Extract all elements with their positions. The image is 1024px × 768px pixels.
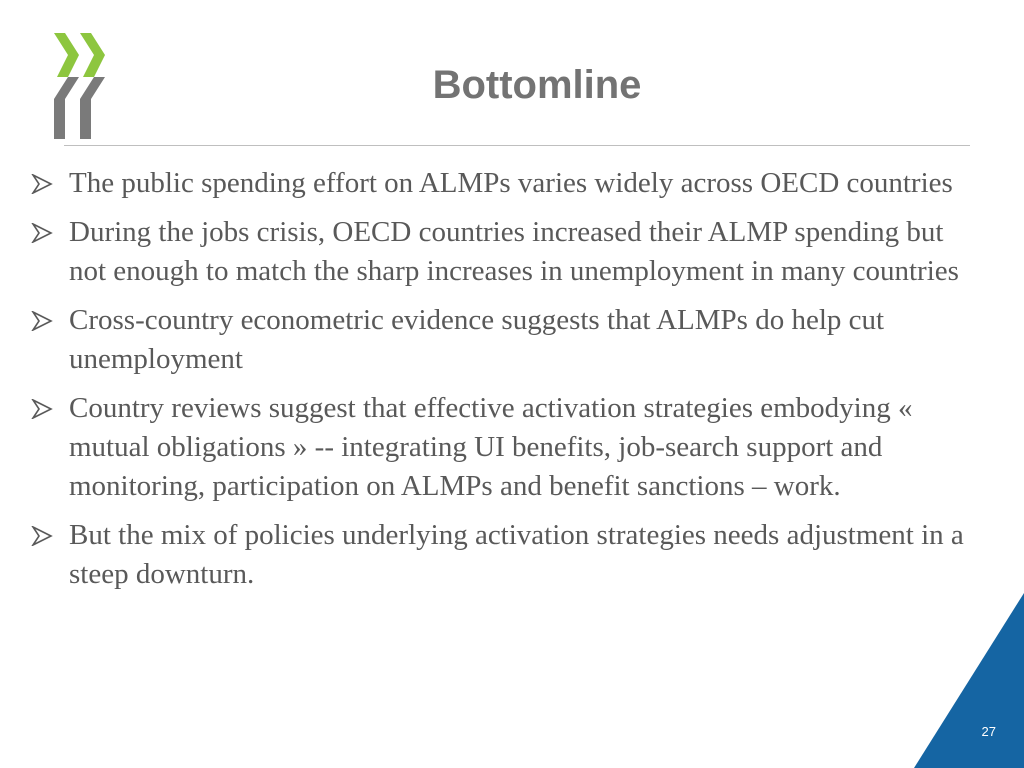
- slide-title: Bottomline: [432, 63, 642, 107]
- arrow-bullet-icon: [31, 526, 53, 546]
- arrow-bullet-icon: [31, 399, 53, 419]
- bullet-text: The public spending effort on ALMPs varies widely across OECD countries: [69, 167, 953, 199]
- logo-chevron-grey-right: [80, 77, 105, 139]
- bullet-text: Cross-country econometric evidence suggests that ALMPs do help cut unemployment: [69, 304, 885, 375]
- oecd-logo: [54, 33, 110, 139]
- bullet-item: [28, 213, 968, 291]
- arrow-bullet-icon: [31, 311, 53, 331]
- logo-chevron-green-right: [80, 33, 105, 77]
- logo-chevron-grey-left: [54, 77, 79, 139]
- bullet-item: [28, 516, 968, 594]
- title-divider: [64, 145, 970, 146]
- bullet-text: Country reviews suggest that effective activation strategies embodying « mutual obligations » -- integrating UI benefits, job-search support and monitoring, participation on ALMPs and benefit sanctions – work.: [69, 392, 913, 502]
- bullet-text: But the mix of policies underlying activation strategies needs adjustment in a steep downturn.: [69, 519, 964, 590]
- arrow-bullet-icon: [31, 174, 53, 194]
- logo-chevron-green-left: [54, 33, 79, 77]
- corner-triangle-decoration: [914, 593, 1024, 768]
- bullet-item: [28, 164, 968, 203]
- arrow-bullet-icon: [31, 223, 53, 243]
- bullet-list: [28, 164, 968, 604]
- bullet-item: [28, 301, 968, 379]
- page-number: 27: [981, 724, 996, 739]
- bullet-text: During the jobs crisis, OECD countries increased their ALMP spending but not enough to match the sharp increases in unemployment in many countries: [69, 216, 959, 287]
- bullet-item: [28, 389, 968, 506]
